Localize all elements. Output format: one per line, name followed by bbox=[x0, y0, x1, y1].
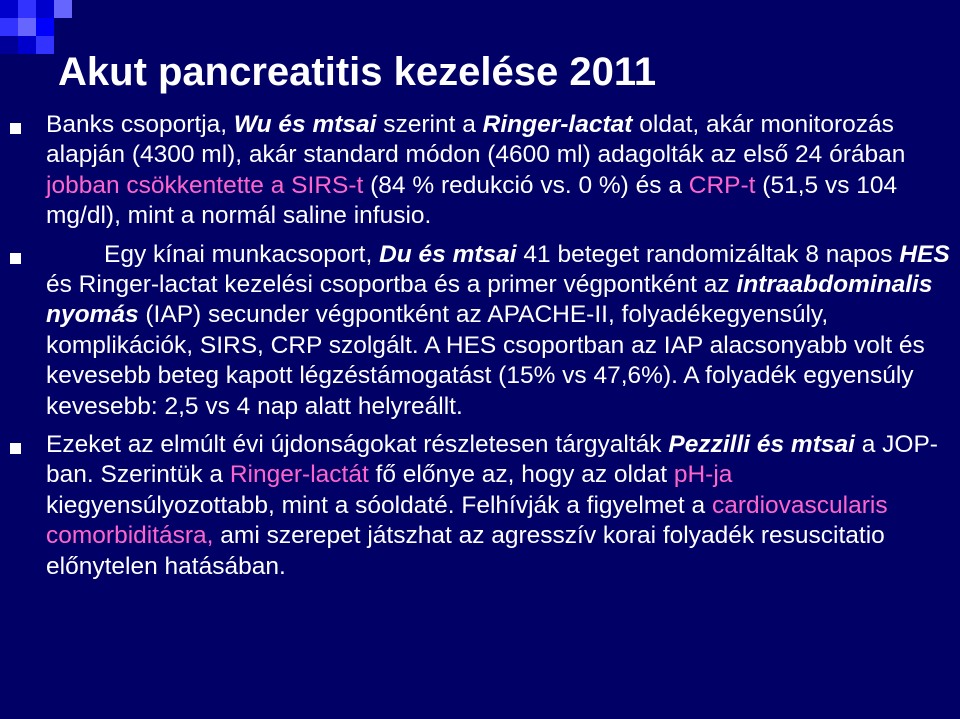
corner-square bbox=[18, 36, 36, 54]
corner-square bbox=[54, 0, 72, 18]
bullet-text: fő előnye az, hogy az oldat bbox=[368, 461, 674, 489]
bullet-item bbox=[0, 110, 960, 232]
highlight-text: Ringer-lactát bbox=[229, 461, 369, 489]
author-name: Du és mtsai bbox=[379, 240, 517, 268]
bullet-text: 41 beteget randomizáltak 8 napos bbox=[516, 240, 900, 268]
bullet-text: Egy kínai munkacsoport, bbox=[104, 240, 380, 268]
square-bullet-icon bbox=[10, 123, 21, 134]
author-name: Wu és mtsai bbox=[227, 111, 384, 138]
highlight-text: cardiovascularis comorbiditásra, bbox=[46, 491, 888, 550]
emphasis-term: intraabdominalis nyomás bbox=[46, 271, 933, 329]
bullet-text: szerint a bbox=[383, 111, 483, 138]
square-bullet-icon bbox=[10, 443, 21, 454]
bullet-item bbox=[0, 430, 960, 582]
emphasis-term: Ringer-lactat bbox=[482, 111, 633, 138]
corner-square bbox=[36, 0, 54, 18]
corner-square bbox=[0, 18, 18, 36]
corner-square bbox=[18, 0, 36, 18]
bullet-text: ami szerepet játszhat az agresszív korai folyadék resuscitatio előnytelen hatásában. bbox=[46, 522, 885, 580]
bullet-text: és Ringer-lactat kezelési csoportba és a primer végpontként az bbox=[46, 271, 737, 299]
highlight-text: CRP-t bbox=[688, 171, 756, 199]
bullet-text: Banks csoportja, bbox=[46, 111, 228, 138]
corner-square bbox=[0, 0, 18, 18]
bullet-text: Ezeket az elmúlt évi újdonságokat részletesen tárgyalták bbox=[46, 431, 669, 459]
corner-square bbox=[36, 18, 54, 36]
slide-title: Akut pancreatitis kezelése 2011 bbox=[58, 50, 657, 94]
highlight-text: jobban csökkentette a SIRS-t bbox=[46, 171, 364, 199]
emphasis-term: HES bbox=[899, 240, 950, 268]
bullet-item bbox=[0, 240, 960, 422]
bullet-text: (IAP) secunder végpontként az APACHE-II, folyadékegyensúly, komplikációk, SIRS, CRP szolgált. A HES csoportban az IAP alacsonyabb volt és kevesebb beteg kapott légzéstámogatást (15% vs 47,6%). A folyadék egyensúly kevesebb: 2,5 vs 4 nap alatt helyreállt. bbox=[46, 301, 925, 420]
corner-square bbox=[36, 36, 54, 54]
bullet-text: oldat, akár monitorozás alapján (4300 ml), akár standard módon (4600 ml) adagolták az első 24 órában bbox=[46, 111, 906, 169]
square-bullet-icon bbox=[10, 253, 21, 264]
corner-square bbox=[18, 18, 36, 36]
bullet-text: (51,5 vs 104 mg/dl), mint a normál saline infusio. bbox=[46, 171, 898, 230]
bullet-text: a JOP-ban. Szerintük a bbox=[46, 431, 938, 489]
corner-square bbox=[0, 36, 18, 54]
bullet-text: kiegyensúlyozottabb, mint a sóoldaté. Felhívják a figyelmet a bbox=[46, 491, 712, 519]
highlight-text: pH-ja bbox=[673, 461, 733, 489]
author-name: Pezzilli és mtsai bbox=[668, 431, 855, 459]
bullet-text: (84 % redukció vs. 0 %) és a bbox=[363, 171, 689, 199]
bullet-list bbox=[0, 110, 960, 582]
